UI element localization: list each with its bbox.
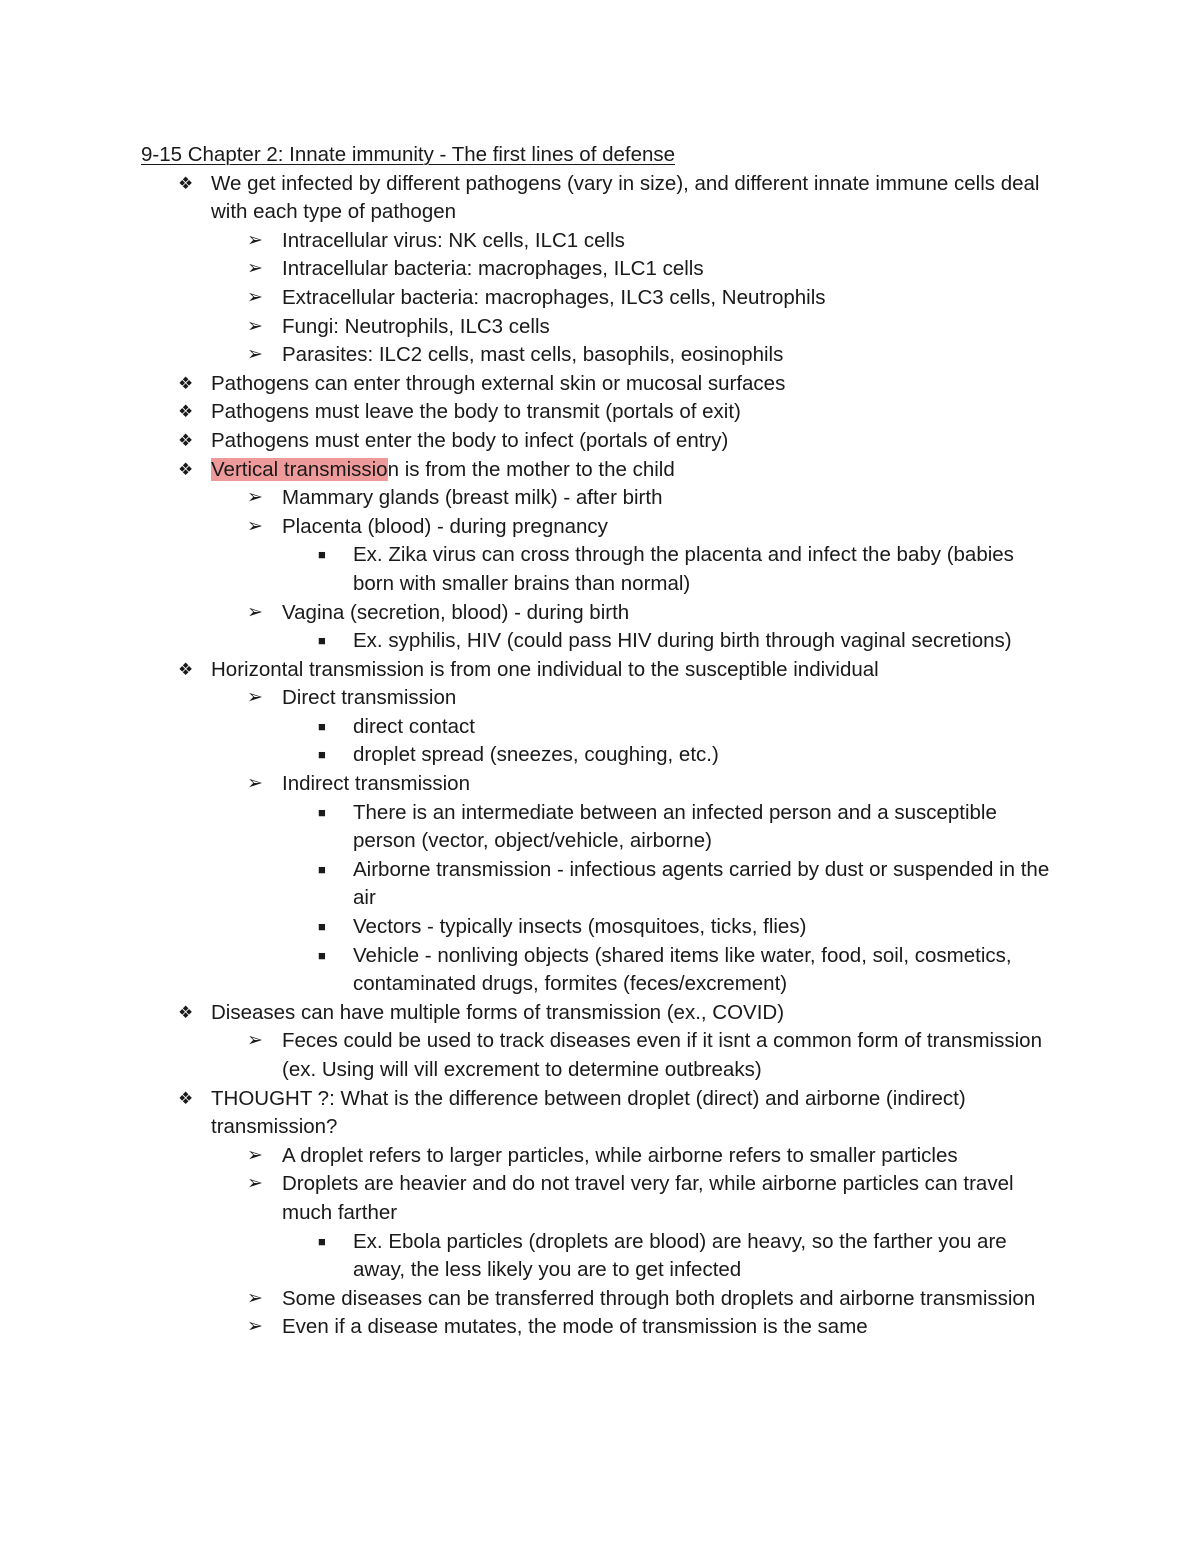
list-item [0,1027,1054,1084]
arrow-bullet-icon: ➢ [247,601,263,623]
list-item-label: Direct transmission [282,686,457,710]
diamond-bullet-icon: ❖ [178,1002,194,1022]
arrow-bullet-icon: ➢ [247,229,263,251]
list-item [0,1228,1055,1285]
list-item-text [353,743,719,766]
list-item-text [282,1144,958,1167]
list-item-text [282,1172,1014,1224]
list-item-text [282,601,629,624]
list-item [0,741,1055,770]
list-item-label: Ex. Ebola particles (droplets are blood) are heavy, so the farther you are away, the less likely you are to get infected [353,1229,1007,1282]
list-item-label: Horizontal transmission is from one individual to the susceptible individual [211,657,879,681]
list-item [0,656,1051,685]
arrow-bullet-icon: ➢ [247,1287,263,1309]
list-item [0,255,1054,284]
list-item-label: Ex. Zika virus can cross through the placenta and infect the baby (babies born with smaller brains than normal) [353,543,1014,595]
arrow-bullet-icon: ➢ [247,315,263,337]
square-bullet-icon: ■ [318,804,326,820]
square-bullet-icon: ■ [318,633,326,649]
list-item-label: There is an intermediate between an infected person and a susceptible person (vector, object/vehicle, airborne) [353,800,997,853]
list-item [0,713,1055,742]
list-item-label: A droplet refers to larger particles, while airborne refers to smaller particles [282,1143,958,1167]
list-item-text [353,801,997,853]
list-item [0,313,1054,342]
list-item-label: Droplets are heavier and do not travel very far, while airborne particles can travel much farther [282,1172,1014,1224]
list-item [0,799,1055,856]
highlighted-text: Vertical transmissio [211,457,388,481]
list-item-label: Some diseases can be transferred through both droplets and airborne transmission [282,1286,1036,1310]
list-item-text [282,315,550,338]
list-item-text [353,944,1012,996]
diamond-bullet-icon: ❖ [178,373,194,393]
list-item-text [353,1230,1007,1282]
diamond-bullet-icon: ❖ [178,402,194,422]
list-item-label: Vectors - typically insects (mosquitoes, ticks, flies) [353,915,807,939]
list-item-text [282,1287,1035,1310]
diamond-bullet-icon: ❖ [178,173,194,193]
list-item-label: Fungi: Neutrophils, ILC3 cells [282,314,550,338]
list-item-text [282,229,625,252]
list-item-label: Indirect transmission [282,772,470,796]
list-item [0,913,1055,942]
list-item-label: Pathogens can enter through external skin or mucosal surfaces [211,371,786,395]
list-item-text [353,715,475,738]
list-item [0,1313,1054,1342]
list-item-label: Parasites: ILC2 cells, mast cells, basophils, eosinophils [282,343,784,367]
list-item-text [353,629,1012,652]
list-item-label: Placenta (blood) - during pregnancy [282,514,608,538]
square-bullet-icon: ■ [318,861,326,877]
list-item-text [353,858,1049,910]
arrow-bullet-icon: ➢ [247,258,263,280]
list-item-label: Intracellular bacteria: macrophages, ILC1 cells [282,257,704,281]
list-item [0,856,1055,913]
list-item-label: We get infected by different pathogens (vary in size), and different innate immune cells deal with each type of pathogen [211,171,1040,224]
square-bullet-icon: ■ [318,747,326,763]
arrow-bullet-icon: ➢ [247,344,263,366]
list-item [0,1142,1054,1171]
square-bullet-icon: ■ [318,1233,326,1249]
list-item [0,398,1051,427]
list-item-label: Vehicle - nonliving objects (shared items like water, food, soil, cosmetics, contaminated drugs, formites (feces/excrement) [353,943,1012,996]
list-item-label: droplet spread (sneezes, coughing, etc.) [353,743,719,767]
list-item-text [353,543,1014,595]
list-item-text [211,400,741,423]
square-bullet-icon: ■ [318,919,326,935]
list-item-label: Extracellular bacteria: macrophages, ILC3 cells, Neutrophils [282,285,826,309]
list-item-text [211,1087,966,1139]
list-item-text [282,286,826,309]
list-item-label: Pathogens must enter the body to infect (portals of entry) [211,428,729,452]
list-item [0,599,1054,628]
list-item [0,427,1051,456]
square-bullet-icon: ■ [318,718,326,734]
list-item-text [282,343,783,366]
list-item-label: direct contact [353,714,475,738]
list-item [0,770,1054,799]
list-item-label: Feces could be used to track diseases even if it isnt a common form of transmission (ex. Using will vill excrement to determine outbreaks) [282,1029,1042,1081]
list-item [0,627,1055,656]
list-item [0,1170,1054,1227]
list-item [0,341,1054,370]
list-item-text [282,1029,1042,1081]
page-title: 9-15 Chapter 2: Innate immunity - The first lines of defense [141,143,676,166]
list-item-label: Intracellular virus: NK cells, ILC1 cells [282,228,625,252]
arrow-bullet-icon: ➢ [247,1173,263,1195]
arrow-bullet-icon: ➢ [247,773,263,795]
list-item-label: Pathogens must leave the body to transmit (portals of exit) [211,400,741,424]
list-item-label: Even if a disease mutates, the mode of transmission is the same [282,1315,868,1339]
arrow-bullet-icon: ➢ [247,1144,263,1166]
arrow-bullet-icon: ➢ [247,687,263,709]
list-item [0,227,1054,256]
list-item-text [282,772,470,795]
list-item [0,513,1054,542]
diamond-bullet-icon: ❖ [178,1088,194,1108]
arrow-bullet-icon: ➢ [247,487,263,509]
arrow-bullet-icon: ➢ [247,515,263,537]
list-item-label: THOUGHT ?: What is the difference between droplet (direct) and airborne (indirect) transmission? [211,1086,966,1139]
list-item-text [282,1315,868,1338]
list-item [0,684,1054,713]
list-item-label: Mammary glands (breast milk) - after birth [282,486,663,510]
list-item-label: Diseases can have multiple forms of transmission (ex., COVID) [211,1000,785,1024]
list-item [0,942,1055,999]
list-item-text [282,515,608,538]
diamond-bullet-icon: ❖ [178,430,194,450]
list-item-text [211,458,675,481]
list-item-label: Ex. syphilis, HIV (could pass HIV during birth through vaginal secretions) [353,629,1012,653]
list-item [0,1285,1054,1314]
list-item [0,1085,1051,1142]
list-item-text [211,658,879,681]
list-item-text [211,172,1039,224]
square-bullet-icon: ■ [318,547,326,563]
list-item-text [211,372,785,395]
list-item-text [353,915,806,938]
list-item [0,484,1054,513]
arrow-bullet-icon: ➢ [247,1316,263,1338]
list-item [0,170,1051,227]
list-item [0,284,1054,313]
list-item-label: n is from the mother to the child [387,457,675,481]
document-page [0,141,1200,1342]
list-item-text [211,429,728,452]
diamond-bullet-icon: ❖ [178,459,194,479]
list-item [0,541,1055,598]
list-item-label: Airborne transmission - infectious agents carried by dust or suspended in the air [353,857,1050,910]
arrow-bullet-icon: ➢ [247,286,263,308]
list-item-text [282,257,704,280]
list-item [0,370,1051,399]
square-bullet-icon: ■ [318,947,326,963]
list-item-text [282,686,456,709]
diamond-bullet-icon: ❖ [178,659,194,679]
bullet-list [0,170,1200,1342]
list-item [0,999,1051,1028]
arrow-bullet-icon: ➢ [247,1030,263,1052]
list-item-label: Vagina (secretion, blood) - during birth [282,600,630,624]
list-item [0,456,1051,485]
list-item-text [211,1001,784,1024]
list-item-text [282,486,662,509]
